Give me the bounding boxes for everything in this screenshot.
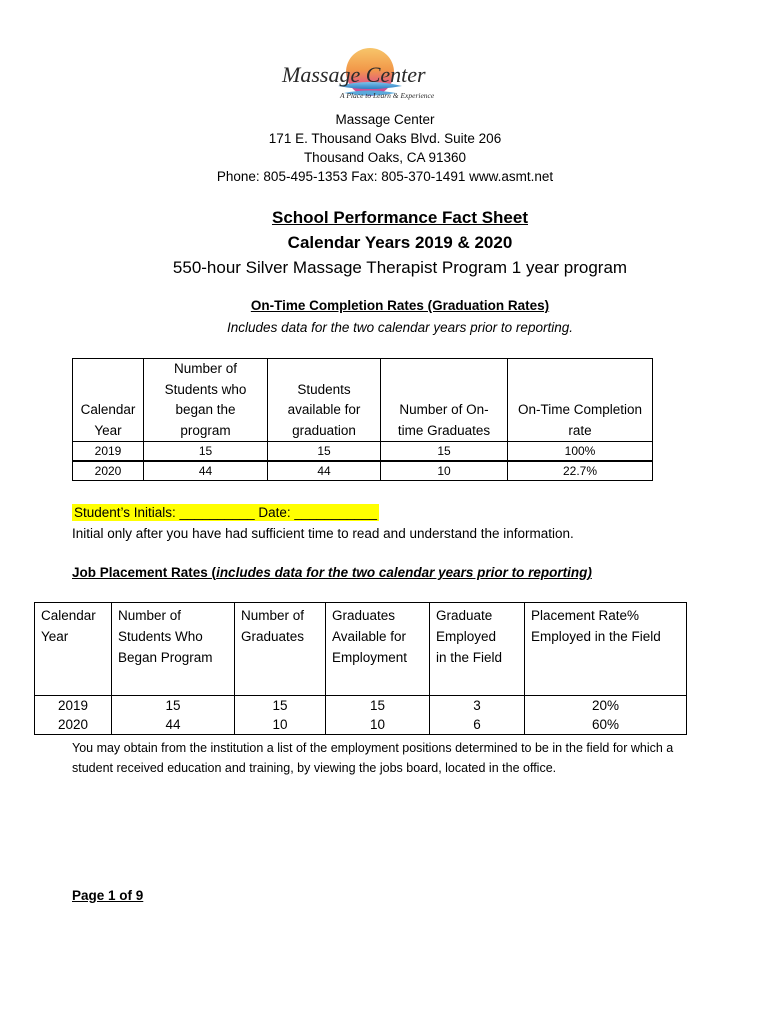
- cell-students-available: 15: [268, 442, 381, 462]
- header-students-began: Number of Students Who Began Program: [112, 603, 235, 696]
- calendar-years-title: Calendar Years 2019 & 2020: [287, 233, 513, 252]
- cell-ontime-graduates: 10: [381, 461, 508, 481]
- logo-brand-text: Massage Center: [282, 62, 426, 87]
- cell-employed: 3: [430, 696, 525, 716]
- contact-line: Phone: 805-495-1353 Fax: 805-370-1491 www.asmt.net: [216, 169, 554, 184]
- header-employed-field: Graduate Employed in the Field: [430, 603, 525, 696]
- cell-year: 2019: [73, 442, 144, 462]
- table-row: [73, 461, 653, 481]
- city-state-zip: Thousand Oaks, CA 91360: [303, 150, 467, 165]
- cell-students-began: 15: [144, 442, 268, 462]
- cell-students-began: 44: [144, 461, 268, 481]
- header-completion-rate: On-Time Completion rate: [508, 359, 653, 442]
- page-title: School Performance Fact Sheet: [271, 208, 529, 227]
- table-row: [73, 442, 653, 462]
- street-address: 171 E. Thousand Oaks Blvd. Suite 206: [268, 131, 502, 146]
- header-calendar-year: Calendar Year: [73, 359, 144, 442]
- cell-available: 10: [326, 715, 430, 735]
- placement-header-row: [35, 603, 687, 696]
- cell-students-began: 44: [112, 715, 235, 735]
- cell-year: 2020: [35, 715, 112, 735]
- cell-year: 2019: [35, 696, 112, 716]
- completion-subheading: Includes data for the two calendar years prior to reporting.: [227, 320, 573, 335]
- student-initials-field[interactable]: Student’s Initials: __________ Date: ___________: [74, 505, 377, 520]
- logo-tagline-text: A Place to Learn & Experience: [340, 91, 435, 100]
- page-number: Page 1 of 9: [72, 888, 144, 903]
- initials-instruction: Initial only after you have had sufficient time to read and understand the information.: [72, 526, 574, 541]
- completion-table: [72, 358, 653, 481]
- massage-center-logo: [270, 42, 470, 110]
- cell-available: 15: [326, 696, 430, 716]
- cell-ontime-graduates: 15: [381, 442, 508, 462]
- completion-header-row: [73, 359, 653, 442]
- header-students-began: Number of Students who began the program: [144, 359, 268, 442]
- cell-students-began: 15: [112, 696, 235, 716]
- header-graduates: Number of Graduates: [235, 603, 326, 696]
- header-ontime-graduates: Number of On- time Graduates: [381, 359, 508, 442]
- completion-heading: On-Time Completion Rates (Graduation Rates): [250, 298, 550, 313]
- header-placement-rate: Placement Rate% Employed in the Field: [525, 603, 687, 696]
- cell-completion-rate: 100%: [508, 442, 653, 462]
- placement-table: [34, 602, 687, 735]
- header-available-employment: Graduates Available for Employment: [326, 603, 430, 696]
- cell-placement-rate: 20%: [525, 696, 687, 716]
- header-students-available: Students available for graduation: [268, 359, 381, 442]
- placement-heading: Job Placement Rates (includes data for the two calendar years prior to reporting): [72, 565, 592, 580]
- cell-students-available: 44: [268, 461, 381, 481]
- table-row: [35, 715, 687, 735]
- table-row: [35, 696, 687, 716]
- cell-graduates: 10: [235, 715, 326, 735]
- cell-placement-rate: 60%: [525, 715, 687, 735]
- address-block: [0, 110, 770, 186]
- cell-graduates: 15: [235, 696, 326, 716]
- school-name: Massage Center: [335, 112, 435, 127]
- header-calendar-year: Calendar Year: [35, 603, 112, 696]
- cell-employed: 6: [430, 715, 525, 735]
- cell-year: 2020: [73, 461, 144, 481]
- program-title: 550-hour Silver Massage Therapist Program 1 year program: [172, 258, 628, 277]
- cell-completion-rate: 22.7%: [508, 461, 653, 481]
- placement-note: You may obtain from the institution a list of the employment positions determined to be in the field for which a student received education and training, by viewing the jobs board, located in the office.: [72, 741, 674, 775]
